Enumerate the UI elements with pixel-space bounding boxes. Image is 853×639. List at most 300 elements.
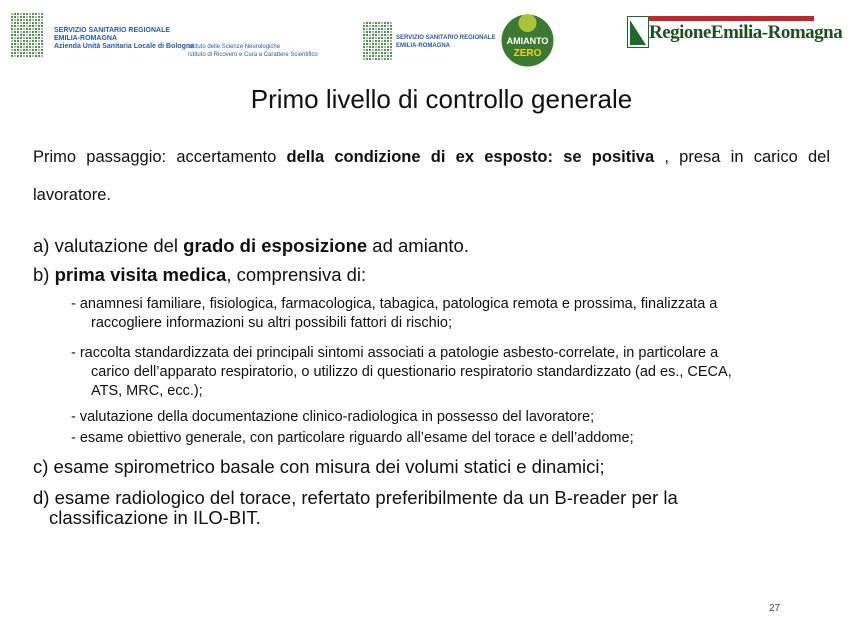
logo-dot (41, 52, 43, 54)
logo-dot (11, 28, 13, 30)
logo-dot (38, 40, 40, 42)
logo-dot (387, 46, 389, 48)
subitem-2 (71, 344, 831, 401)
logo-dot (11, 25, 13, 27)
subitem-1-line2: raccogliere informazioni su altri possibili fattori di rischio; (91, 315, 453, 331)
logo-dot (369, 31, 371, 33)
logo-dot (41, 43, 43, 45)
logo-dot (384, 55, 386, 57)
logo-dot (26, 46, 28, 48)
logo-dot (38, 31, 40, 33)
logo-dot (23, 34, 25, 36)
logo-dot (387, 25, 389, 27)
logo-dot (23, 43, 25, 45)
ssr-logo2-line1: SERVIZIO SANITARIO REGIONALE (396, 35, 496, 41)
ssr-logo2-dots (363, 22, 392, 60)
logo-dot (369, 49, 371, 51)
item-c: c) esame spirometrico basale con misura dei volumi statici e dinamici; (33, 456, 605, 477)
subitem-3: - valutazione della documentazione clinico-radiologica in possesso del lavoratore; (71, 409, 595, 425)
logo-dot (41, 49, 43, 51)
logo-dot (381, 43, 383, 45)
logo-dot (38, 49, 40, 51)
logo-dot (381, 52, 383, 54)
logo-dot (14, 19, 16, 21)
logo-dot (17, 31, 19, 33)
logo-dot (378, 28, 380, 30)
logo-dot (35, 16, 37, 18)
logo-dot (35, 40, 37, 42)
logo-dot (29, 49, 31, 51)
logo-dot (363, 37, 365, 39)
logo-dot (32, 52, 34, 54)
logo-dot (372, 28, 374, 30)
ssr-logo-dots (11, 13, 43, 57)
logo-dot (41, 13, 43, 15)
logo-dot (26, 49, 28, 51)
logo-dot (38, 22, 40, 24)
logo-dot (38, 52, 40, 54)
logo-dot (23, 28, 25, 30)
logo-dot (17, 46, 19, 48)
logo-dot (17, 37, 19, 39)
logo-dot (26, 31, 28, 33)
logo-dot (20, 13, 22, 15)
logo-dot (29, 31, 31, 33)
logo-dot (366, 43, 368, 45)
page-number: 27 (769, 603, 781, 614)
logo-dot (384, 43, 386, 45)
logo-dot (29, 19, 31, 21)
logo-dot (375, 28, 377, 30)
logo-dot (32, 25, 34, 27)
subitem-2-line3: ATS, MRC, ecc.); (91, 383, 203, 399)
logo-dot (35, 19, 37, 21)
logo-dot (41, 37, 43, 39)
logo-dot (23, 13, 25, 15)
logo-bar (0, 0, 853, 80)
logo-dot (372, 52, 374, 54)
logo-dot (32, 37, 34, 39)
logo-dot (375, 37, 377, 39)
logo-dot (23, 16, 25, 18)
logo-dot (29, 46, 31, 48)
logo-dot (366, 28, 368, 30)
logo-dot (20, 25, 22, 27)
logo-dot (14, 49, 16, 51)
logo-dot (384, 49, 386, 51)
logo-dot (29, 55, 31, 57)
logo-dot (387, 40, 389, 42)
institute-text (188, 43, 318, 59)
subitem-4: - esame obiettivo generale, con particolare riguardo all’esame del torace e dell’addome; (71, 430, 634, 446)
logo-dot (35, 34, 37, 36)
logo-dot (23, 52, 25, 54)
logo-dot (11, 43, 13, 45)
logo-dot (41, 25, 43, 27)
logo-dot (32, 40, 34, 42)
logo-dot (369, 52, 371, 54)
logo-dot (23, 19, 25, 21)
logo-dot (378, 49, 380, 51)
intro-part2: , presa in carico del lavoratore. (33, 148, 830, 204)
region-flag-icon (627, 16, 649, 48)
logo-dot (26, 19, 28, 21)
logo-dot (369, 25, 371, 27)
logo-dot (387, 37, 389, 39)
logo-dot (390, 22, 392, 24)
logo-dot (11, 40, 13, 42)
logo-dot (14, 25, 16, 27)
logo-dot (381, 49, 383, 51)
logo-dot (366, 55, 368, 57)
logo-dot (38, 25, 40, 27)
logo-dot (26, 25, 28, 27)
intro-bold: della condizione di ex esposto: se positiva (286, 148, 655, 166)
logo-dot (35, 43, 37, 45)
logo-dot (23, 37, 25, 39)
logo-dot (20, 49, 22, 51)
logo-dot (32, 22, 34, 24)
logo-dot (378, 43, 380, 45)
logo-dot (38, 46, 40, 48)
logo-dot (369, 34, 371, 36)
logo-dot (38, 16, 40, 18)
logo-dot (11, 19, 13, 21)
logo-dot (390, 34, 392, 36)
logo-dot (26, 34, 28, 36)
logo-dot (41, 19, 43, 21)
logo-dot (23, 40, 25, 42)
logo-dot (29, 22, 31, 24)
logo-dot (381, 46, 383, 48)
logo-dot (23, 25, 25, 27)
logo-dot (14, 34, 16, 36)
logo-dot (375, 31, 377, 33)
logo-dot (390, 31, 392, 33)
logo-dot (14, 43, 16, 45)
logo-dot (41, 22, 43, 24)
logo-dot (375, 43, 377, 45)
logo-dot (23, 55, 25, 57)
logo-dot (381, 37, 383, 39)
logo-dot (32, 49, 34, 51)
logo-dot (366, 49, 368, 51)
logo-dot (390, 46, 392, 48)
logo-dot (384, 46, 386, 48)
item-b (33, 262, 366, 288)
logo-dot (38, 34, 40, 36)
logo-dot (378, 52, 380, 54)
logo-dot (384, 37, 386, 39)
logo-dot (390, 28, 392, 30)
logo-dot (17, 49, 19, 51)
logo-dot (32, 19, 34, 21)
subitem-2-line1: - raccolta standardizzata dei principali sintomi associati a patologie asbesto-correlate, in particolare a (71, 345, 719, 361)
logo-dot (29, 34, 31, 36)
logo-dot (38, 28, 40, 30)
logo-dot (384, 52, 386, 54)
logo-dot (17, 13, 19, 15)
logo-dot (375, 40, 377, 42)
logo-dot (372, 40, 374, 42)
logo-dot (381, 55, 383, 57)
logo-dot (375, 55, 377, 57)
amianto-logo-line1: AMIANTO (506, 36, 549, 46)
logo-dot (387, 28, 389, 30)
region-red-stripe (649, 16, 814, 21)
logo-dot (369, 46, 371, 48)
logo-dot (20, 34, 22, 36)
logo-dot (20, 31, 22, 33)
logo-dot (378, 31, 380, 33)
logo-dot (38, 55, 40, 57)
logo-dot (11, 16, 13, 18)
logo-dot (17, 25, 19, 27)
item-b-bold: prima visita medica (54, 264, 227, 285)
item-b-prefix: b) (33, 264, 55, 285)
logo-dot (26, 37, 28, 39)
logo-dot (14, 40, 16, 42)
logo-dot (387, 22, 389, 24)
logo-dot (372, 22, 374, 24)
logo-dot (14, 55, 16, 57)
logo-dot (11, 13, 13, 15)
logo-dot (14, 31, 16, 33)
item-d (33, 488, 678, 528)
logo-dot (26, 28, 28, 30)
logo-dot (14, 13, 16, 15)
logo-dot (375, 52, 377, 54)
logo-dot (366, 22, 368, 24)
ssr-logo-line3: Azienda Unità Sanitaria Locale di Bologna (54, 43, 195, 50)
logo-dot (20, 52, 22, 54)
logo-dot (38, 37, 40, 39)
logo-dot (390, 55, 392, 57)
logo-dot (381, 28, 383, 30)
logo-dot (366, 37, 368, 39)
logo-dot (372, 55, 374, 57)
logo-dot (381, 58, 383, 60)
logo-dot (11, 55, 13, 57)
logo-dot (26, 43, 28, 45)
ssr-logo-text (54, 27, 194, 51)
logo-dot (41, 16, 43, 18)
logo-dot (29, 43, 31, 45)
logo-dot (363, 25, 365, 27)
logo-dot (378, 25, 380, 27)
logo-dot (11, 46, 13, 48)
logo-dot (35, 22, 37, 24)
slide-title: Primo livello di controllo generale (250, 84, 633, 114)
logo-dot (17, 22, 19, 24)
intro-paragraph (33, 138, 830, 214)
logo-dot (366, 40, 368, 42)
logo-dot (35, 28, 37, 30)
logo-dot (363, 28, 365, 30)
logo-dot (372, 31, 374, 33)
logo-dot (20, 28, 22, 30)
logo-dot (20, 37, 22, 39)
logo-dot (11, 37, 13, 39)
logo-dot (375, 34, 377, 36)
logo-dot (11, 22, 13, 24)
logo-dot (369, 40, 371, 42)
item-b-suffix: , comprensiva di: (226, 264, 367, 285)
logo-dot (26, 13, 28, 15)
logo-dot (26, 40, 28, 42)
logo-dot (369, 37, 371, 39)
logo-dot (375, 46, 377, 48)
logo-dot (14, 37, 16, 39)
logo-dot (20, 19, 22, 21)
logo-dot (29, 16, 31, 18)
ssr-logo2-line2: EMILIA-ROMAGNA (396, 43, 450, 49)
logo-dot (390, 43, 392, 45)
amianto-zero-logo (500, 13, 555, 68)
subitem-1 (71, 295, 831, 333)
logo-dot (20, 40, 22, 42)
item-a-prefix: a) valutazione del (33, 235, 184, 256)
logo-dot (363, 40, 365, 42)
logo-dot (20, 55, 22, 57)
logo-dot (390, 52, 392, 54)
ssr-logo2-text (396, 34, 495, 50)
logo-dot (32, 34, 34, 36)
logo-dot (17, 19, 19, 21)
logo-dot (17, 55, 19, 57)
logo-dot (390, 37, 392, 39)
institute-line1: Istituto delle Scienze Neurologiche (188, 44, 281, 50)
logo-dot (390, 25, 392, 27)
logo-dot (378, 46, 380, 48)
logo-dot (375, 58, 377, 60)
logo-dot (11, 52, 13, 54)
logo-dot (26, 16, 28, 18)
logo-dot (17, 52, 19, 54)
logo-dot (381, 25, 383, 27)
logo-dot (38, 19, 40, 21)
logo-dot (384, 22, 386, 24)
logo-dot (14, 22, 16, 24)
logo-dot (363, 52, 365, 54)
logo-dot (14, 52, 16, 54)
logo-dot (32, 55, 34, 57)
logo-dot (14, 16, 16, 18)
logo-dot (26, 55, 28, 57)
logo-dot (35, 46, 37, 48)
item-a-bold: grado di esposizione (183, 235, 368, 256)
logo-dot (390, 58, 392, 60)
logo-dot (387, 49, 389, 51)
logo-dot (26, 52, 28, 54)
logo-dot (20, 22, 22, 24)
regione-emilia-romagna-logo (627, 16, 843, 52)
logo-dot (366, 46, 368, 48)
logo-dot (366, 31, 368, 33)
logo-dot (387, 43, 389, 45)
logo-dot (384, 31, 386, 33)
logo-dot (369, 55, 371, 57)
ssr-logo-line1: SERVIZIO SANITARIO REGIONALE (54, 27, 171, 34)
logo-dot (32, 13, 34, 15)
logo-dot (363, 43, 365, 45)
logo-dot (11, 34, 13, 36)
logo-dot (390, 40, 392, 42)
item-d-line2: classificazione in ILO-BIT. (49, 507, 261, 528)
logo-dot (41, 28, 43, 30)
logo-dot (369, 22, 371, 24)
amianto-logo-line2: ZERO (513, 48, 542, 59)
logo-dot (369, 28, 371, 30)
logo-dot (369, 43, 371, 45)
logo-dot (372, 25, 374, 27)
logo-dot (372, 37, 374, 39)
item-d-line1: d) esame radiologico del torace, refertato preferibilmente da un B-reader per la (33, 487, 678, 508)
logo-dot (366, 58, 368, 60)
logo-dot (38, 43, 40, 45)
logo-dot (32, 31, 34, 33)
logo-dot (41, 55, 43, 57)
logo-dot (378, 22, 380, 24)
logo-dot (35, 25, 37, 27)
logo-dot (366, 25, 368, 27)
logo-dot (375, 22, 377, 24)
logo-dot (375, 25, 377, 27)
logo-dot (363, 58, 365, 60)
logo-dot (35, 49, 37, 51)
logo-dot (372, 58, 374, 60)
logo-dot (32, 28, 34, 30)
logo-dot (17, 43, 19, 45)
logo-dot (11, 49, 13, 51)
logo-dot (41, 46, 43, 48)
logo-dot (32, 43, 34, 45)
logo-dot (381, 34, 383, 36)
logo-dot (11, 31, 13, 33)
logo-dot (363, 55, 365, 57)
logo-dot (384, 58, 386, 60)
logo-dot (381, 31, 383, 33)
logo-dot (38, 13, 40, 15)
logo-dot (20, 16, 22, 18)
item-a (33, 233, 469, 259)
logo-dot (23, 22, 25, 24)
logo-dot (387, 34, 389, 36)
logo-dot (29, 52, 31, 54)
logo-dot (41, 31, 43, 33)
ssr-logo-line2: EMILIA-ROMAGNA (54, 35, 117, 42)
logo-dot (366, 52, 368, 54)
logo-dot (17, 34, 19, 36)
logo-dot (35, 31, 37, 33)
logo-dot (369, 58, 371, 60)
logo-dot (35, 52, 37, 54)
logo-dot (17, 28, 19, 30)
logo-dot (20, 43, 22, 45)
logo-dot (363, 46, 365, 48)
logo-dot (26, 22, 28, 24)
logo-dot (387, 55, 389, 57)
logo-dot (29, 28, 31, 30)
logo-dot (32, 16, 34, 18)
institute-line2: Istituto di Ricovero e Cura a Carattere Scientifico (188, 52, 318, 58)
logo-dot (372, 46, 374, 48)
logo-dot (363, 31, 365, 33)
logo-dot (372, 49, 374, 51)
logo-dot (381, 40, 383, 42)
logo-dot (29, 37, 31, 39)
logo-dot (17, 16, 19, 18)
